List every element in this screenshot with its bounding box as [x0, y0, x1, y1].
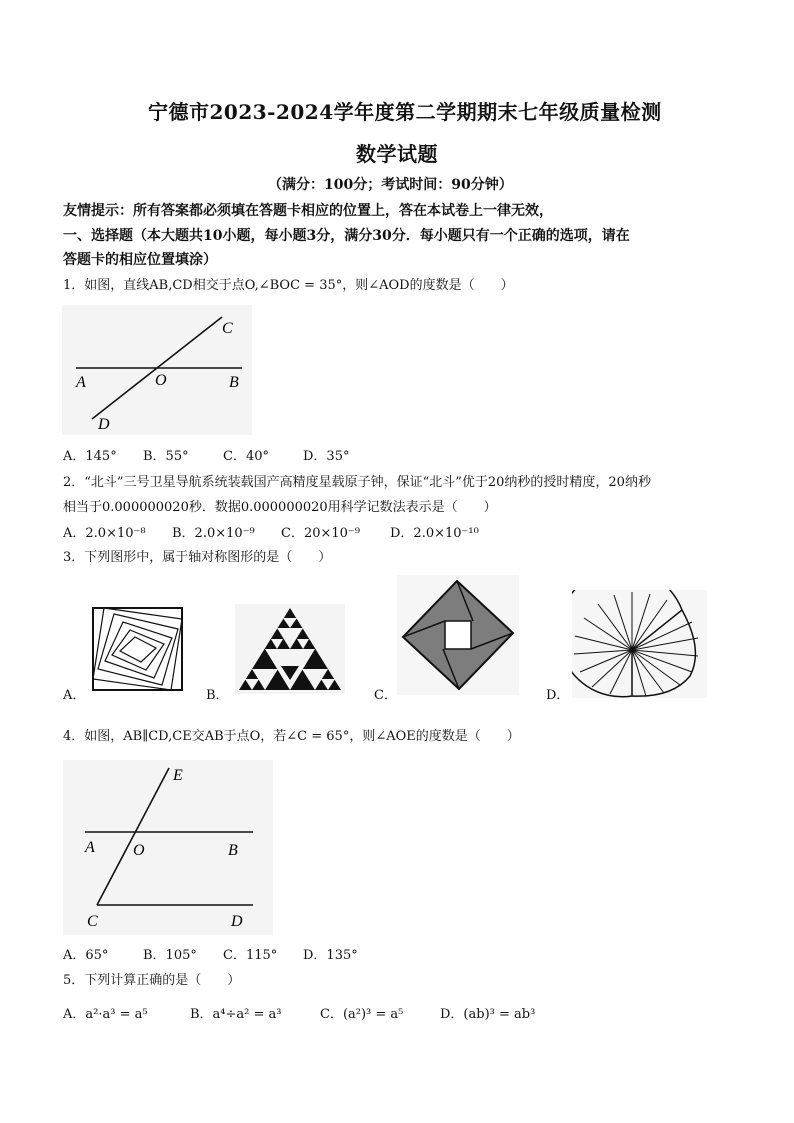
- section-heading-line2: 答题卡的相应位置填涂）: [63, 252, 217, 268]
- q3-figure-d-spiral-fan[interactable]: [572, 590, 707, 698]
- q1-option-a[interactable]: A．145°: [63, 449, 117, 464]
- q5-stem: 5．下列计算正确的是（ ）: [63, 973, 241, 988]
- q1-figure: [62, 305, 252, 435]
- label-d: D: [231, 913, 243, 930]
- q4-option-d[interactable]: D．135°: [303, 948, 358, 963]
- q3-figure-a-twisted-squares[interactable]: [90, 605, 185, 693]
- label-c: C: [222, 320, 233, 337]
- friendly-tip: 友情提示：所有答案都必须填在答题卡相应的位置上，答在本试卷上一律无效，: [63, 203, 553, 219]
- q1-stem: 1．如图，直线AB,CD相交于点O,∠BOC = 35°，则∠AOD的度数是（ ）: [63, 278, 514, 293]
- exam-title: 宁德市2023-2024学年度第二学期期末七年级质量检测: [148, 100, 662, 124]
- label-b: B: [229, 374, 239, 391]
- section-heading-line1: 一、选择题（本大题共10小题，每小题3分，满分30分．每小题只有一个正确的选项，请在: [63, 228, 630, 244]
- q4-stem: 4．如图，AB∥CD,CE交AB于点O，若∠C = 65°，则∠AOE的度数是（ ）: [63, 729, 520, 744]
- q1-option-c[interactable]: C．40°: [223, 449, 269, 464]
- label-a: A: [85, 839, 95, 856]
- q1-option-b[interactable]: B．55°: [143, 449, 189, 464]
- label-o: O: [155, 372, 167, 389]
- q2-option-b[interactable]: B．2.0×10⁻⁹: [172, 526, 255, 541]
- q3-figure-c-pinwheel-square[interactable]: [397, 575, 519, 695]
- q3-figure-b-sierpinski[interactable]: [235, 604, 345, 694]
- q3-option-d-label[interactable]: D．: [546, 688, 570, 703]
- q2-line2: 相当于0.000000020秒．数据0.000000020用科学记数法表示是（ ）: [63, 500, 497, 515]
- q4-option-a[interactable]: A．65°: [63, 948, 109, 963]
- label-c: C: [87, 913, 98, 930]
- q2-option-a[interactable]: A．2.0×10⁻⁸: [63, 526, 146, 541]
- q3-option-a-label[interactable]: A．: [63, 688, 86, 703]
- exam-subtitle: 数学试题: [356, 142, 438, 166]
- q1-option-d[interactable]: D．35°: [303, 449, 350, 464]
- q3-stem: 3．下列图形中，属于轴对称图形的是（ ）: [63, 550, 332, 565]
- q2-option-d[interactable]: D．2.0×10⁻¹⁰: [390, 526, 479, 541]
- q5-option-c[interactable]: C．(a²)³ = a⁵: [320, 1007, 404, 1022]
- q5-option-d[interactable]: D．(ab)³ = ab³: [440, 1007, 536, 1022]
- label-o: O: [133, 842, 145, 859]
- q3-option-c-label[interactable]: C．: [374, 688, 397, 703]
- q4-option-c[interactable]: C．115°: [223, 948, 278, 963]
- q5-option-b[interactable]: B．a⁴÷a² = a³: [190, 1007, 282, 1022]
- label-e: E: [173, 767, 183, 784]
- label-b: B: [228, 842, 238, 859]
- label-d: D: [98, 416, 110, 433]
- label-a: A: [76, 374, 86, 391]
- q4-option-b[interactable]: B．105°: [143, 948, 197, 963]
- q2-line1: 2．“北斗”三号卫星导航系统装载国产高精度星载原子钟，保证“北斗”优于20纳秒的授时精度，20纳秒: [63, 475, 651, 490]
- exam-meta: （满分：100分；考试时间：90分钟）: [268, 177, 513, 193]
- q2-option-c[interactable]: C．20×10⁻⁹: [281, 526, 360, 541]
- q4-figure: [63, 760, 273, 935]
- q5-option-a[interactable]: A．a²·a³ = a⁵: [63, 1007, 148, 1022]
- q3-option-b-label[interactable]: B．: [206, 688, 229, 703]
